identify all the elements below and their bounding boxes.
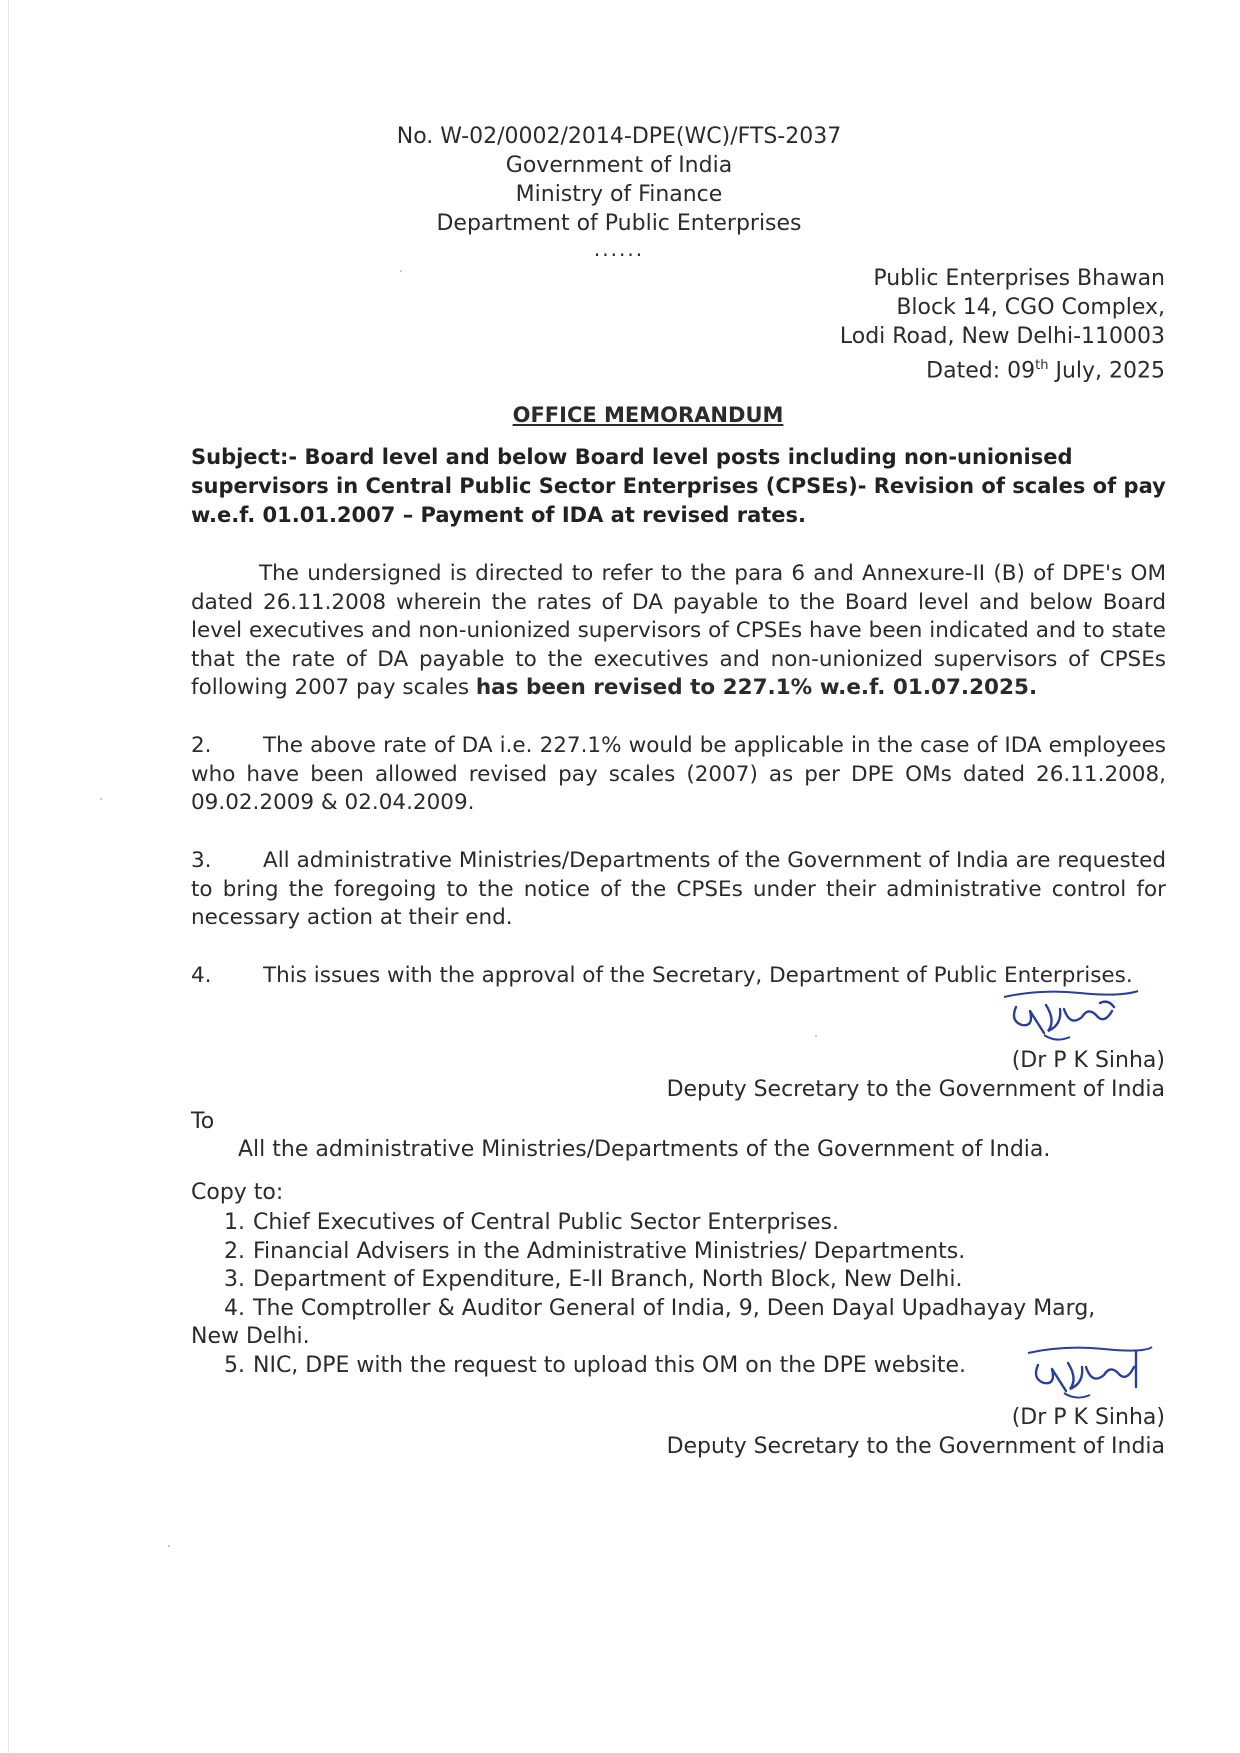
signatory-designation: Deputy Secretary to the Government of India bbox=[666, 1077, 1165, 1102]
scan-speck bbox=[100, 798, 102, 800]
signatory-block-2 bbox=[667, 1403, 1165, 1461]
header-ministry: Ministry of Finance bbox=[515, 182, 723, 207]
signatory-name: (Dr P K Sinha) bbox=[1011, 1405, 1165, 1430]
address-line-3: Lodi Road, New Delhi-110003 bbox=[839, 324, 1165, 349]
subject-line: Subject:- Board level and below Board level posts including non-unionised supervisors in Central Public Sector Enterprises (CPSEs)- Revision of scales of pay w.e.f. 01.01.2007 – Payment of IDA at revised rates. bbox=[191, 445, 1166, 527]
scan-speck bbox=[400, 270, 402, 272]
handwritten-signature bbox=[1024, 1343, 1154, 1405]
list-item: 3. Department of Expenditure, E-II Branch, North Block, New Delhi. bbox=[224, 1267, 963, 1292]
letter-header bbox=[0, 122, 1240, 260]
signatory-designation: Deputy Secretary to the Government of India bbox=[666, 1434, 1165, 1459]
copy-to-label: Copy to: bbox=[191, 1180, 284, 1205]
to-label: To bbox=[191, 1109, 215, 1134]
list-item: 4. The Comptroller & Auditor General of India, 9, Deen Dayal Upadhayay Marg, bbox=[224, 1295, 1096, 1321]
document-title: OFFICE MEMORANDUM bbox=[512, 403, 784, 427]
revised-rate-highlight: has been revised to 227.1% w.e.f. 01.07.2025. bbox=[475, 675, 1038, 700]
reference-number: No. W-02/0002/2014-DPE(WC)/FTS-2037 bbox=[396, 124, 842, 149]
paragraph-1: The undersigned is directed to refer to the para 6 and Annexure-II (B) of DPE's OM dated 26.11.2008 wherein the rates of DA payable to the Board level and below Board level executives and non-unionized supervisors of CPSEs have been indicated and to state that the rate of DA payable to the executives and non-unionized supervisors of CPSEs following 2007 pay scales has been revised to 227.1% w.e.f. 01.07.2025. bbox=[191, 561, 1166, 700]
list-item-continuation: New Delhi. bbox=[191, 1324, 310, 1349]
office-address bbox=[840, 264, 1165, 385]
scan-edge-line bbox=[8, 0, 9, 1753]
header-government: Government of India bbox=[505, 153, 733, 178]
address-line-2: Block 14, CGO Complex, bbox=[896, 295, 1165, 320]
paragraph-2: 2. The above rate of DA i.e. 227.1% would be applicable in the case of IDA employees who have been allowed revised pay scales (2007) as per DPE OMs dated 26.11.2008, 09.02.2009 & 02.04.2009. bbox=[191, 733, 1166, 815]
list-item: 5. NIC, DPE with the request to upload this OM on the DPE website. bbox=[224, 1352, 967, 1378]
signatory-block-1 bbox=[667, 1046, 1165, 1104]
signatory-name: (Dr P K Sinha) bbox=[1011, 1048, 1165, 1073]
paragraph-4: 4. This issues with the approval of the Secretary, Department of Public Enterprises. bbox=[191, 963, 1133, 988]
list-item: 2. Financial Advisers in the Administrative Ministries/ Departments. bbox=[224, 1238, 966, 1264]
handwritten-signature bbox=[1000, 985, 1140, 1049]
to-recipients: All the administrative Ministries/Departments of the Government of India. bbox=[238, 1137, 1051, 1162]
copy-to-list bbox=[191, 1209, 1166, 1380]
address-line-1: Public Enterprises Bhawan bbox=[873, 266, 1165, 291]
paragraph-3: 3. All administrative Ministries/Departments of the Government of India are requested to bring the foregoing to the notice of the CPSEs under their administrative control for necessary action at their end. bbox=[191, 848, 1166, 930]
scan-speck bbox=[815, 1035, 817, 1037]
header-department: Department of Public Enterprises bbox=[436, 211, 802, 236]
list-item: 1. Chief Executives of Central Public Sector Enterprises. bbox=[224, 1210, 839, 1235]
scan-speck bbox=[168, 1545, 170, 1547]
header-dots: ...... bbox=[593, 237, 645, 261]
date-line: Dated: 09th July, 2025 bbox=[926, 358, 1165, 384]
